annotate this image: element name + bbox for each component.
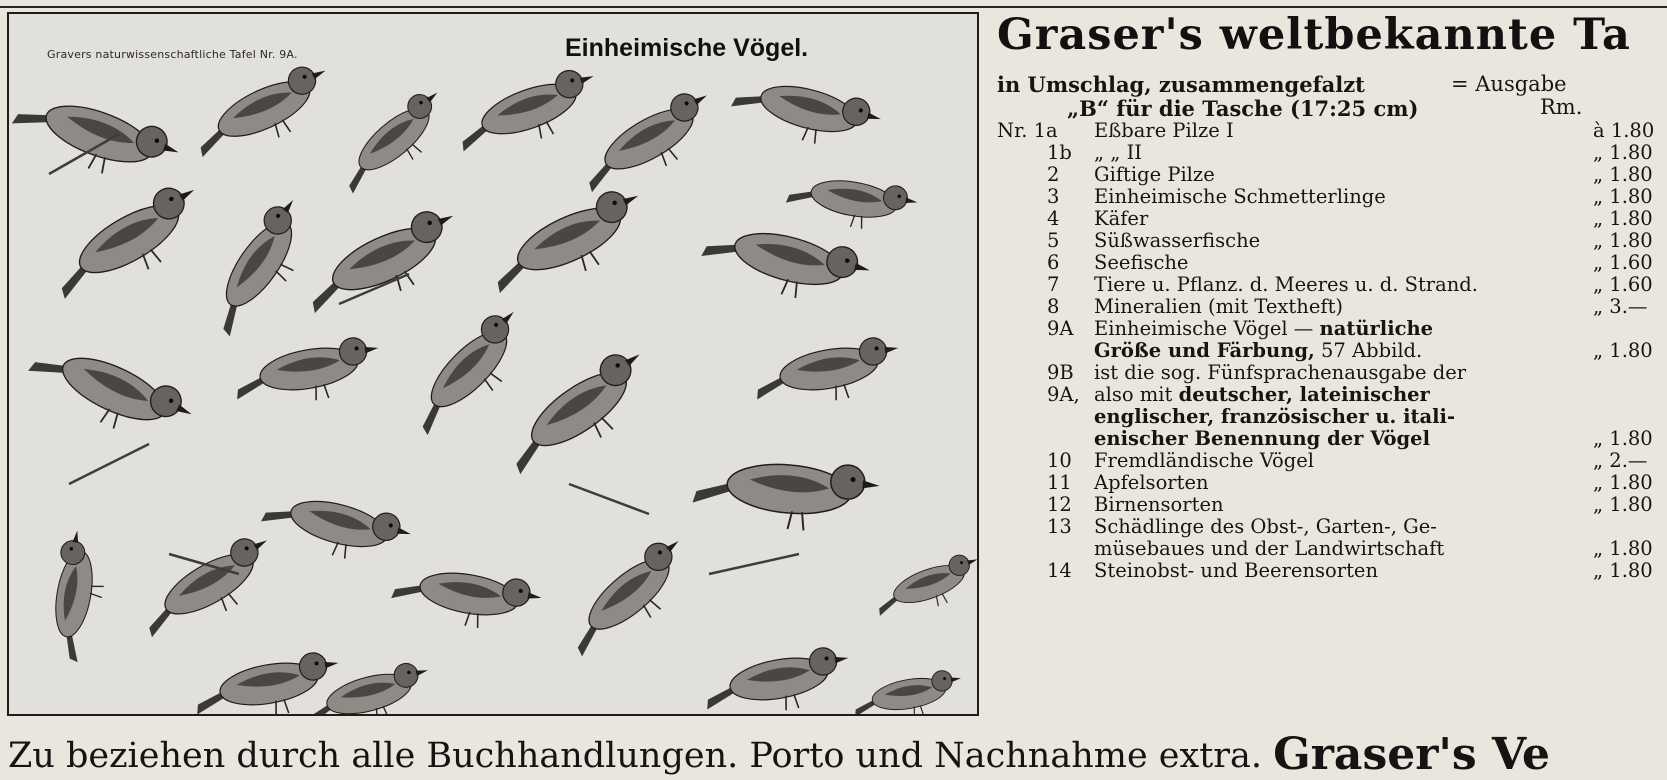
footer-brand: Graser's Ve — [1273, 729, 1551, 780]
catalog-price: „ 3.— — [1593, 295, 1648, 318]
catalog-price: „ 1.80 — [1593, 471, 1653, 494]
catalog-row — [997, 406, 1653, 428]
bird-drawing — [9, 80, 184, 195]
plate-label: Gravers naturwissenschaftliche Tafel Nr. 9A. — [47, 48, 298, 61]
bird-drawing — [691, 452, 881, 537]
bird-drawing — [750, 334, 905, 414]
catalog-title — [1094, 538, 1444, 560]
catalog-title — [1094, 560, 1378, 582]
bird-drawing — [572, 83, 728, 205]
catalog-title-text: Birnensorten — [1094, 493, 1224, 516]
bird-drawing — [132, 528, 288, 650]
bird-drawing — [389, 558, 544, 638]
catalog-number: 8 — [1047, 295, 1060, 318]
bird-drawing — [196, 192, 326, 345]
bird-drawing — [494, 341, 666, 487]
catalog-row — [997, 362, 1653, 384]
catalog-title-text: Einheimische Vögel — — [1094, 317, 1320, 340]
bird-drawing — [727, 67, 884, 159]
catalog-number: 9B — [1047, 361, 1074, 384]
catalog-number: 9A — [1047, 317, 1074, 340]
catalog-number: 14 — [1047, 559, 1072, 582]
bird-drawing — [480, 181, 657, 308]
catalog-price: „ 1.80 — [1593, 163, 1653, 186]
catalog-number: 1b — [1047, 141, 1072, 164]
twig-drawing — [69, 444, 149, 484]
bird-drawing — [185, 58, 342, 171]
footer-text: Zu beziehen durch alle Buchhandlungen. Porto und Nachnahme extra. — [8, 736, 1263, 776]
catalog-title-bold: natürliche — [1319, 317, 1434, 340]
catalog-row — [997, 142, 1653, 164]
catalog-price: „ 2.— — [1593, 449, 1648, 472]
intro-line-2-bold: „B“ für die Tasche (17:25 cm) — [1067, 96, 1419, 121]
catalog-title — [1094, 494, 1224, 516]
catalog-price: „ 1.80 — [1593, 141, 1653, 164]
catalog-title-text: Einheimische Schmetterlinge — [1094, 185, 1386, 208]
intro-line-1 — [997, 72, 1567, 97]
catalog-row — [997, 560, 1653, 582]
catalog-title — [1094, 186, 1386, 208]
catalog-row — [997, 340, 1653, 362]
catalog-title-text: Eßbare Pilze I — [1094, 119, 1234, 142]
catalog-number: 2 — [1047, 163, 1060, 186]
bird-drawing — [450, 63, 608, 165]
catalog-number: 13 — [1047, 515, 1072, 538]
bird-plate-illustration — [7, 12, 979, 716]
bird-drawing — [399, 302, 543, 446]
plate-title: Einheimische Vögel. — [565, 34, 809, 62]
catalog-title — [1094, 362, 1466, 384]
catalog-title-text: „ „ II — [1094, 141, 1143, 164]
bird-drawing — [700, 644, 855, 716]
catalog-row — [997, 516, 1653, 538]
catalog-row — [997, 208, 1653, 230]
catalog-title — [1094, 252, 1188, 274]
catalog-price: „ 1.60 — [1593, 251, 1653, 274]
catalog-title — [1094, 120, 1234, 142]
bird-drawing — [869, 549, 979, 626]
catalog-title — [1094, 406, 1455, 428]
edition-intro — [997, 72, 1583, 121]
catalog-title — [1094, 516, 1437, 538]
catalog-row — [997, 472, 1653, 494]
catalog-price: „ 1.60 — [1593, 273, 1653, 296]
catalog-title-text: Süßwasserfische — [1094, 229, 1261, 252]
bird-drawings — [9, 14, 979, 716]
catalog-title — [1094, 274, 1478, 296]
bird-drawing — [850, 667, 967, 716]
bird-drawing — [42, 528, 112, 664]
catalog-title — [1094, 318, 1433, 340]
catalog-title — [1094, 208, 1148, 230]
bird-drawing — [21, 329, 198, 456]
footer — [8, 727, 1550, 778]
bird-drawing — [230, 334, 385, 414]
catalog-number: 12 — [1047, 493, 1072, 516]
catalog-title — [1094, 164, 1215, 186]
catalog-title-text: Käfer — [1094, 207, 1149, 230]
catalog-number: Nr. 1a — [997, 119, 1058, 142]
catalog-price: „ 1.80 — [1593, 207, 1653, 230]
catalog-number: 3 — [1047, 185, 1060, 208]
catalog-row — [997, 450, 1653, 472]
catalog-row — [997, 384, 1653, 406]
catalog-price: „ 1.80 — [1593, 427, 1653, 450]
catalog-price: „ 1.80 — [1593, 559, 1653, 582]
intro-line-1-bold: in Umschlag, zusammengefalzt — [997, 72, 1365, 97]
catalog-title-text: Giftige Pilze — [1094, 163, 1215, 186]
catalog-title — [1094, 472, 1209, 494]
catalog-number: 4 — [1047, 207, 1060, 230]
ad-headline: Graser's weltbekannte Ta — [997, 10, 1631, 60]
catalog-title-text: ist die sog. Fünfsprachenausgabe der — [1094, 361, 1467, 384]
catalog-list — [997, 120, 1653, 582]
catalog-number: 10 — [1047, 449, 1072, 472]
catalog-number: 9A, — [1047, 383, 1080, 406]
twig-drawing — [569, 484, 649, 514]
catalog-price: „ 1.80 — [1593, 493, 1653, 516]
bird-drawing — [42, 176, 217, 313]
catalog-title-text: Schädlinge des Obst-, Garten-, Ge- — [1094, 515, 1437, 538]
catalog-price: „ 1.80 — [1593, 339, 1653, 362]
top-rule — [0, 6, 1667, 8]
catalog-number: 7 — [1047, 273, 1060, 296]
catalog-row — [997, 252, 1653, 274]
catalog-title-bold: enischer Benennung der Vögel — [1094, 427, 1430, 450]
catalog-title-text: Steinobst- und Beerensorten — [1094, 559, 1379, 582]
catalog-price: „ 1.80 — [1593, 185, 1653, 208]
catalog-number: 11 — [1047, 471, 1072, 494]
catalog-title — [1094, 142, 1142, 164]
catalog-price: „ 1.80 — [1593, 229, 1653, 252]
catalog-row — [997, 296, 1653, 318]
catalog-price: „ 1.80 — [1593, 537, 1653, 560]
bird-drawing — [697, 212, 874, 315]
catalog-title-after: 57 Abbild. — [1314, 339, 1423, 362]
catalog-row — [997, 186, 1653, 208]
bird-drawing — [295, 201, 472, 328]
catalog-title-text: Mineralien (mit Textheft) — [1094, 295, 1344, 318]
catalog-row — [997, 428, 1653, 450]
twig-drawing — [709, 554, 799, 574]
catalog-title-text: Apfelsorten — [1094, 471, 1209, 494]
catalog-title — [1094, 450, 1314, 472]
intro-line-2 — [997, 95, 1583, 121]
catalog-title-text: Tiere u. Pflanz. d. Meeres u. d. Strand. — [1094, 273, 1478, 296]
catalog-title-text: also mit — [1094, 383, 1179, 406]
catalog-number: 6 — [1047, 251, 1060, 274]
catalog-title — [1094, 384, 1430, 406]
catalog-title-text: Seefische — [1094, 251, 1189, 274]
bird-drawing — [556, 530, 705, 667]
catalog-number: 5 — [1047, 229, 1060, 252]
catalog-row — [997, 120, 1653, 142]
bird-drawing — [330, 83, 460, 203]
catalog-title — [1094, 340, 1422, 362]
catalog-title-text: müsebaues und der Landwirtschaft — [1094, 537, 1445, 560]
catalog-row — [997, 274, 1653, 296]
catalog-title — [1094, 428, 1430, 450]
catalog-title-bold: englischer, französischer u. itali- — [1094, 405, 1456, 428]
catalog-title-text: Fremdländische Vögel — [1094, 449, 1315, 472]
intro-unit: Rm. — [1540, 95, 1583, 119]
bird-drawing — [190, 649, 345, 716]
catalog-title — [1094, 296, 1343, 318]
catalog-title — [1094, 230, 1260, 252]
catalog-title-bold: deutscher, lateinischer — [1178, 383, 1430, 406]
catalog-title-bold: Größe und Färbung, — [1094, 339, 1315, 362]
catalog-price: à 1.80 — [1593, 119, 1655, 142]
catalog-row — [997, 230, 1653, 252]
bird-drawing — [257, 482, 414, 574]
catalog-row — [997, 538, 1653, 560]
catalog-row — [997, 318, 1653, 340]
catalog-row — [997, 164, 1653, 186]
bird-drawing — [784, 167, 920, 237]
catalog-row — [997, 494, 1653, 516]
intro-line-1-rest: = Ausgabe — [1451, 72, 1567, 96]
